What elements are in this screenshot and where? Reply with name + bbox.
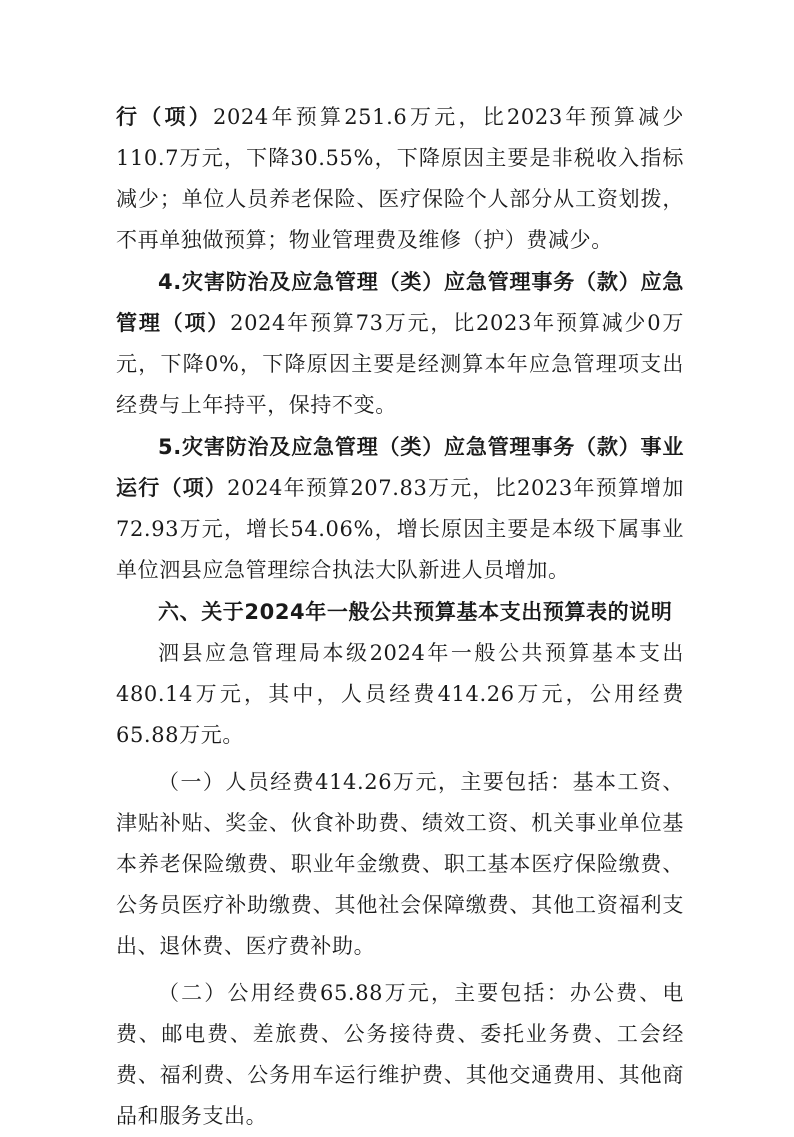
item-label-bold: 5.灾害防治及应急管理（类）应急管理事务（款）事业运行（项） bbox=[116, 435, 684, 500]
paragraph-general-admin bbox=[116, 97, 684, 261]
paragraph-institution-operation bbox=[116, 427, 684, 591]
section-heading: 六、关于2024年一般公共预算基本支出预算表的说明 bbox=[158, 600, 673, 624]
paragraph-text: 2024年预算251.6万元，比2023年预算减少110.7万元，下降30.55%，下降原因主要是非税收入指标减少；单位人员养老保险、医疗保险个人部分从工资划拨，不再单独做预算；物业管理费及维修（护）费减少。 bbox=[116, 105, 684, 252]
document-page bbox=[116, 97, 684, 1137]
paragraph-public-expenses: （二）公用经费65.88万元，主要包括：办公费、电费、邮电费、差旅费、公务接待费、委托业务费、工会经费、福利费、公务用车运行维护费、其他交通费用、其他商品和服务支出。 bbox=[116, 981, 684, 1128]
paragraph-basic-expenditure-total: 泗县应急管理局本级2024年一般公共预算基本支出480.14万元，其中，人员经费414.26万元，公用经费65.88万元。 bbox=[116, 641, 684, 747]
item-label-bold: 行（项） bbox=[116, 105, 213, 129]
paragraph-personnel-expenses: （一）人员经费414.26万元，主要包括：基本工资、津贴补贴、奖金、伙食补助费、绩效工资、机关事业单位基本养老保险缴费、职业年金缴费、职工基本医疗保险缴费、公务员医疗补助缴费、其他社会保障缴费、其他工资福利支出、退休费、医疗费补助。 bbox=[116, 770, 684, 958]
paragraph-text: 2024年预算207.83万元，比2023年预算增加72.93万元，增长54.06%，增长原因主要是本级下属事业单位泗县应急管理综合执法大队新进人员增加。 bbox=[116, 476, 685, 582]
paragraph-text: 2024年预算73万元，比2023年预算减少0万元，下降0%，下降原因主要是经测算本年应急管理项支出经费与上年持平，保持不变。 bbox=[116, 311, 685, 417]
item-label-bold: 4.灾害防治及应急管理（类）应急管理事务（款）应急管理（项） bbox=[116, 270, 684, 335]
paragraph-emergency-management bbox=[116, 262, 684, 426]
